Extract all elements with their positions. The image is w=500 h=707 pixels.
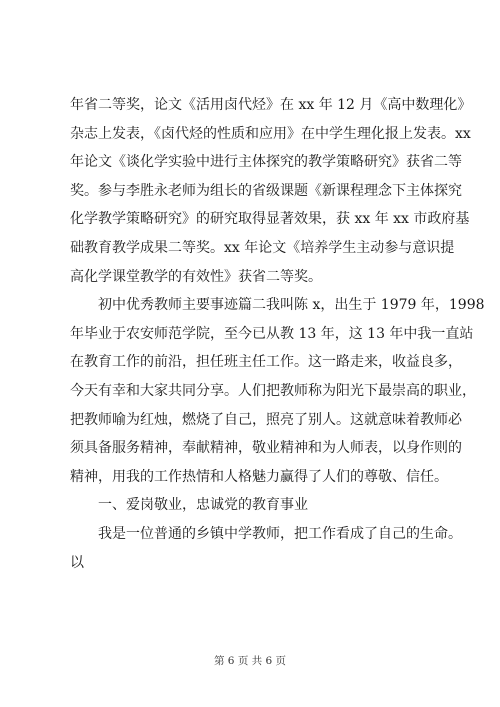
text-line: 年论文《谈化学实验中进行主体探究的教学策略研究》获省二等	[70, 154, 462, 171]
text-line: 精神，用我的工作热情和人格魅力赢得了人们的尊敬、信任。	[70, 468, 448, 485]
text-line: 今天有幸和大家共同分享。人们把教师称为阳光下最崇高的职业，	[70, 382, 476, 399]
text-line: 须具备服务精神，奉献精神，敬业精神和为人师表，以身作则的	[70, 440, 462, 457]
paragraph-start-line: 初中优秀教师主要事迹篇二我叫陈 x，出生于 1979 年，1998	[98, 297, 485, 314]
text-line: 高化学课堂教学的有效性》获省二等奖。	[70, 268, 322, 285]
text-line: 础教育教学成果二等奖。xx 年论文《培养学生主动参与意识提	[70, 239, 455, 256]
page-number: 第 6 页 共 6 页	[213, 655, 287, 667]
section-heading: 一、爱岗敬业，忠诚党的教育事业	[98, 497, 308, 514]
paragraph-start-line: 我是一位普通的乡镇中学教师，把工作看成了自己的生命。	[98, 525, 462, 542]
page-footer	[0, 654, 500, 668]
text-line: 以	[70, 554, 84, 571]
text-line: 在教育工作的前沿，担任班主任工作。这一路走来，收益良多，	[70, 354, 462, 371]
body-text	[70, 91, 485, 577]
text-line: 年毕业于农安师范学院，至今已从教 13 年，这 13 年中我一直站	[70, 325, 474, 342]
text-line: 把教师喻为红烛，燃烧了自己，照亮了别人。这就意味着教师必	[70, 411, 462, 428]
text-line: 化学教学策略研究》的研究取得显著效果，获 xx 年 xx 市政府基	[70, 211, 470, 228]
text-line: 杂志上发表，《卤代烃的性质和应用》在中学生理化报上发表。xx	[70, 125, 471, 142]
text-line: 年省二等奖，论文《活用卤代烃》在 xx 年 12 月《高中数理化》	[70, 97, 472, 113]
text-line: 奖。参与李胜永老师为组长的省级课题《新课程理念下主体探究	[70, 182, 462, 199]
